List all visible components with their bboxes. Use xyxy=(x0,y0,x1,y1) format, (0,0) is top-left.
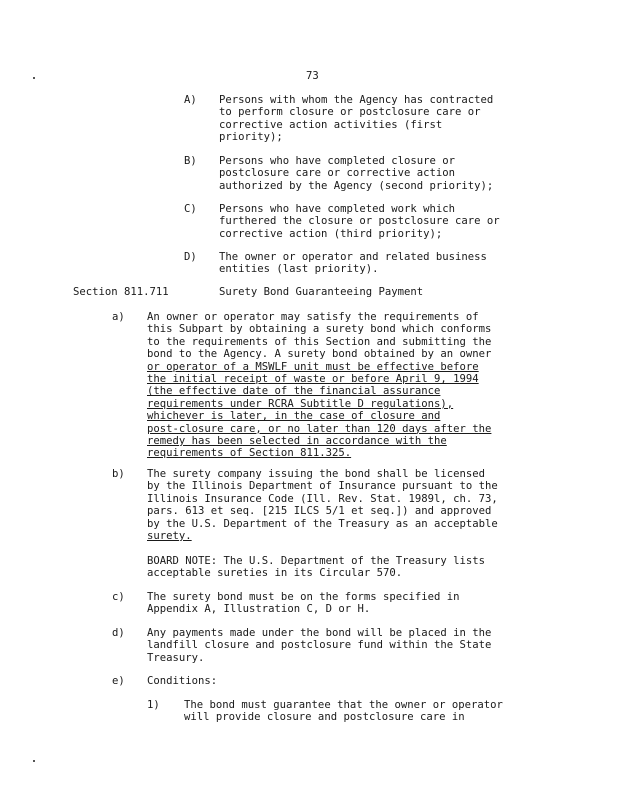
text-line: Persons who have completed closure or xyxy=(219,155,455,167)
text-line: entities (last priority). xyxy=(219,263,379,276)
paragraph-label: d) xyxy=(112,627,125,639)
text-line: The surety bond must be on the forms specified in xyxy=(147,591,460,603)
text-line: authorized by the Agency (second priority); xyxy=(219,179,494,192)
text-line: Conditions: xyxy=(147,675,218,687)
text-line: BOARD NOTE: The U.S. Department of the Treasury lists xyxy=(147,555,486,567)
text-line: corrective action activities (first xyxy=(219,118,443,131)
text-line: by the U.S. Department of the Treasury as an acceptable xyxy=(147,517,498,530)
text-line: acceptable sureties in its Circular 570. xyxy=(147,567,403,580)
text-line: Treasury. xyxy=(147,651,205,664)
page-number: 73 xyxy=(306,70,319,82)
scan-speck xyxy=(33,760,35,762)
text-line: the initial receipt of waste or before April 9, 1994 xyxy=(147,373,479,386)
text-line: The surety company issuing the bond shall be licensed xyxy=(147,468,486,480)
paragraph-label: e) xyxy=(112,675,125,687)
text-line: priority); xyxy=(219,131,283,144)
item-label: B) xyxy=(184,155,197,167)
text-line: this Subpart by obtaining a surety bond which conforms xyxy=(147,323,492,336)
sub-item-label: 1) xyxy=(147,699,160,711)
paragraph-label: a) xyxy=(112,311,125,323)
text-line: corrective action (third priority); xyxy=(219,227,443,240)
text-line: remedy has been selected in accordance with the xyxy=(147,435,447,448)
text-line: surety. xyxy=(147,530,192,543)
text-line: Persons who have completed work which xyxy=(219,203,455,215)
text-line: to the requirements of this Section and submitting the xyxy=(147,335,492,348)
text-line: Persons with whom the Agency has contracted xyxy=(219,94,494,106)
item-label: D) xyxy=(184,251,197,263)
text-line: landfill closure and postclosure fund within the State xyxy=(147,639,492,652)
text-line: An owner or operator may satisfy the requirements of xyxy=(147,311,479,323)
text-line: or operator of a MSWLF unit must be effective before xyxy=(147,360,479,373)
item-label: C) xyxy=(184,203,197,215)
text-line: will provide closure and postclosure care in xyxy=(184,711,465,724)
text-line: post-closure care, or no later than 120 days after the xyxy=(147,422,492,435)
text-line: furthered the closure or postclosure care or xyxy=(219,215,500,228)
paragraph-label: b) xyxy=(112,468,125,480)
text-line: by the Illinois Department of Insurance pursuant to the xyxy=(147,480,498,493)
text-line: (the effective date of the financial assurance xyxy=(147,385,441,398)
scan-speck xyxy=(33,77,35,79)
text-line: Any payments made under the bond will be placed in the xyxy=(147,627,492,639)
item-label: A) xyxy=(184,94,197,106)
paragraph-label: c) xyxy=(112,591,125,603)
section-title: Surety Bond Guaranteeing Payment xyxy=(219,286,424,298)
text-line: Appendix A, Illustration C, D or H. xyxy=(147,603,371,616)
text-line: requirements under RCRA Subtitle D regulations), xyxy=(147,397,454,410)
text-line: Illinois Insurance Code (Ill. Rev. Stat. 1989l, ch. 73, xyxy=(147,492,498,505)
text-line: bond to the Agency. A surety bond obtained by an owner xyxy=(147,348,492,361)
text-line: to perform closure or postclosure care or xyxy=(219,106,481,119)
text-line: pars. 613 et seq. [215 ILCS 5/1 et seq.]) and approved xyxy=(147,505,492,518)
text-line: postclosure care or corrective action xyxy=(219,167,455,180)
text-line: The owner or operator and related business xyxy=(219,251,487,263)
text-line: The bond must guarantee that the owner or operator xyxy=(184,699,503,711)
section-number: Section 811.711 xyxy=(73,286,169,298)
text-line: requirements of Section 811.325. xyxy=(147,447,352,460)
text-line: whichever is later, in the case of closure and xyxy=(147,410,441,423)
